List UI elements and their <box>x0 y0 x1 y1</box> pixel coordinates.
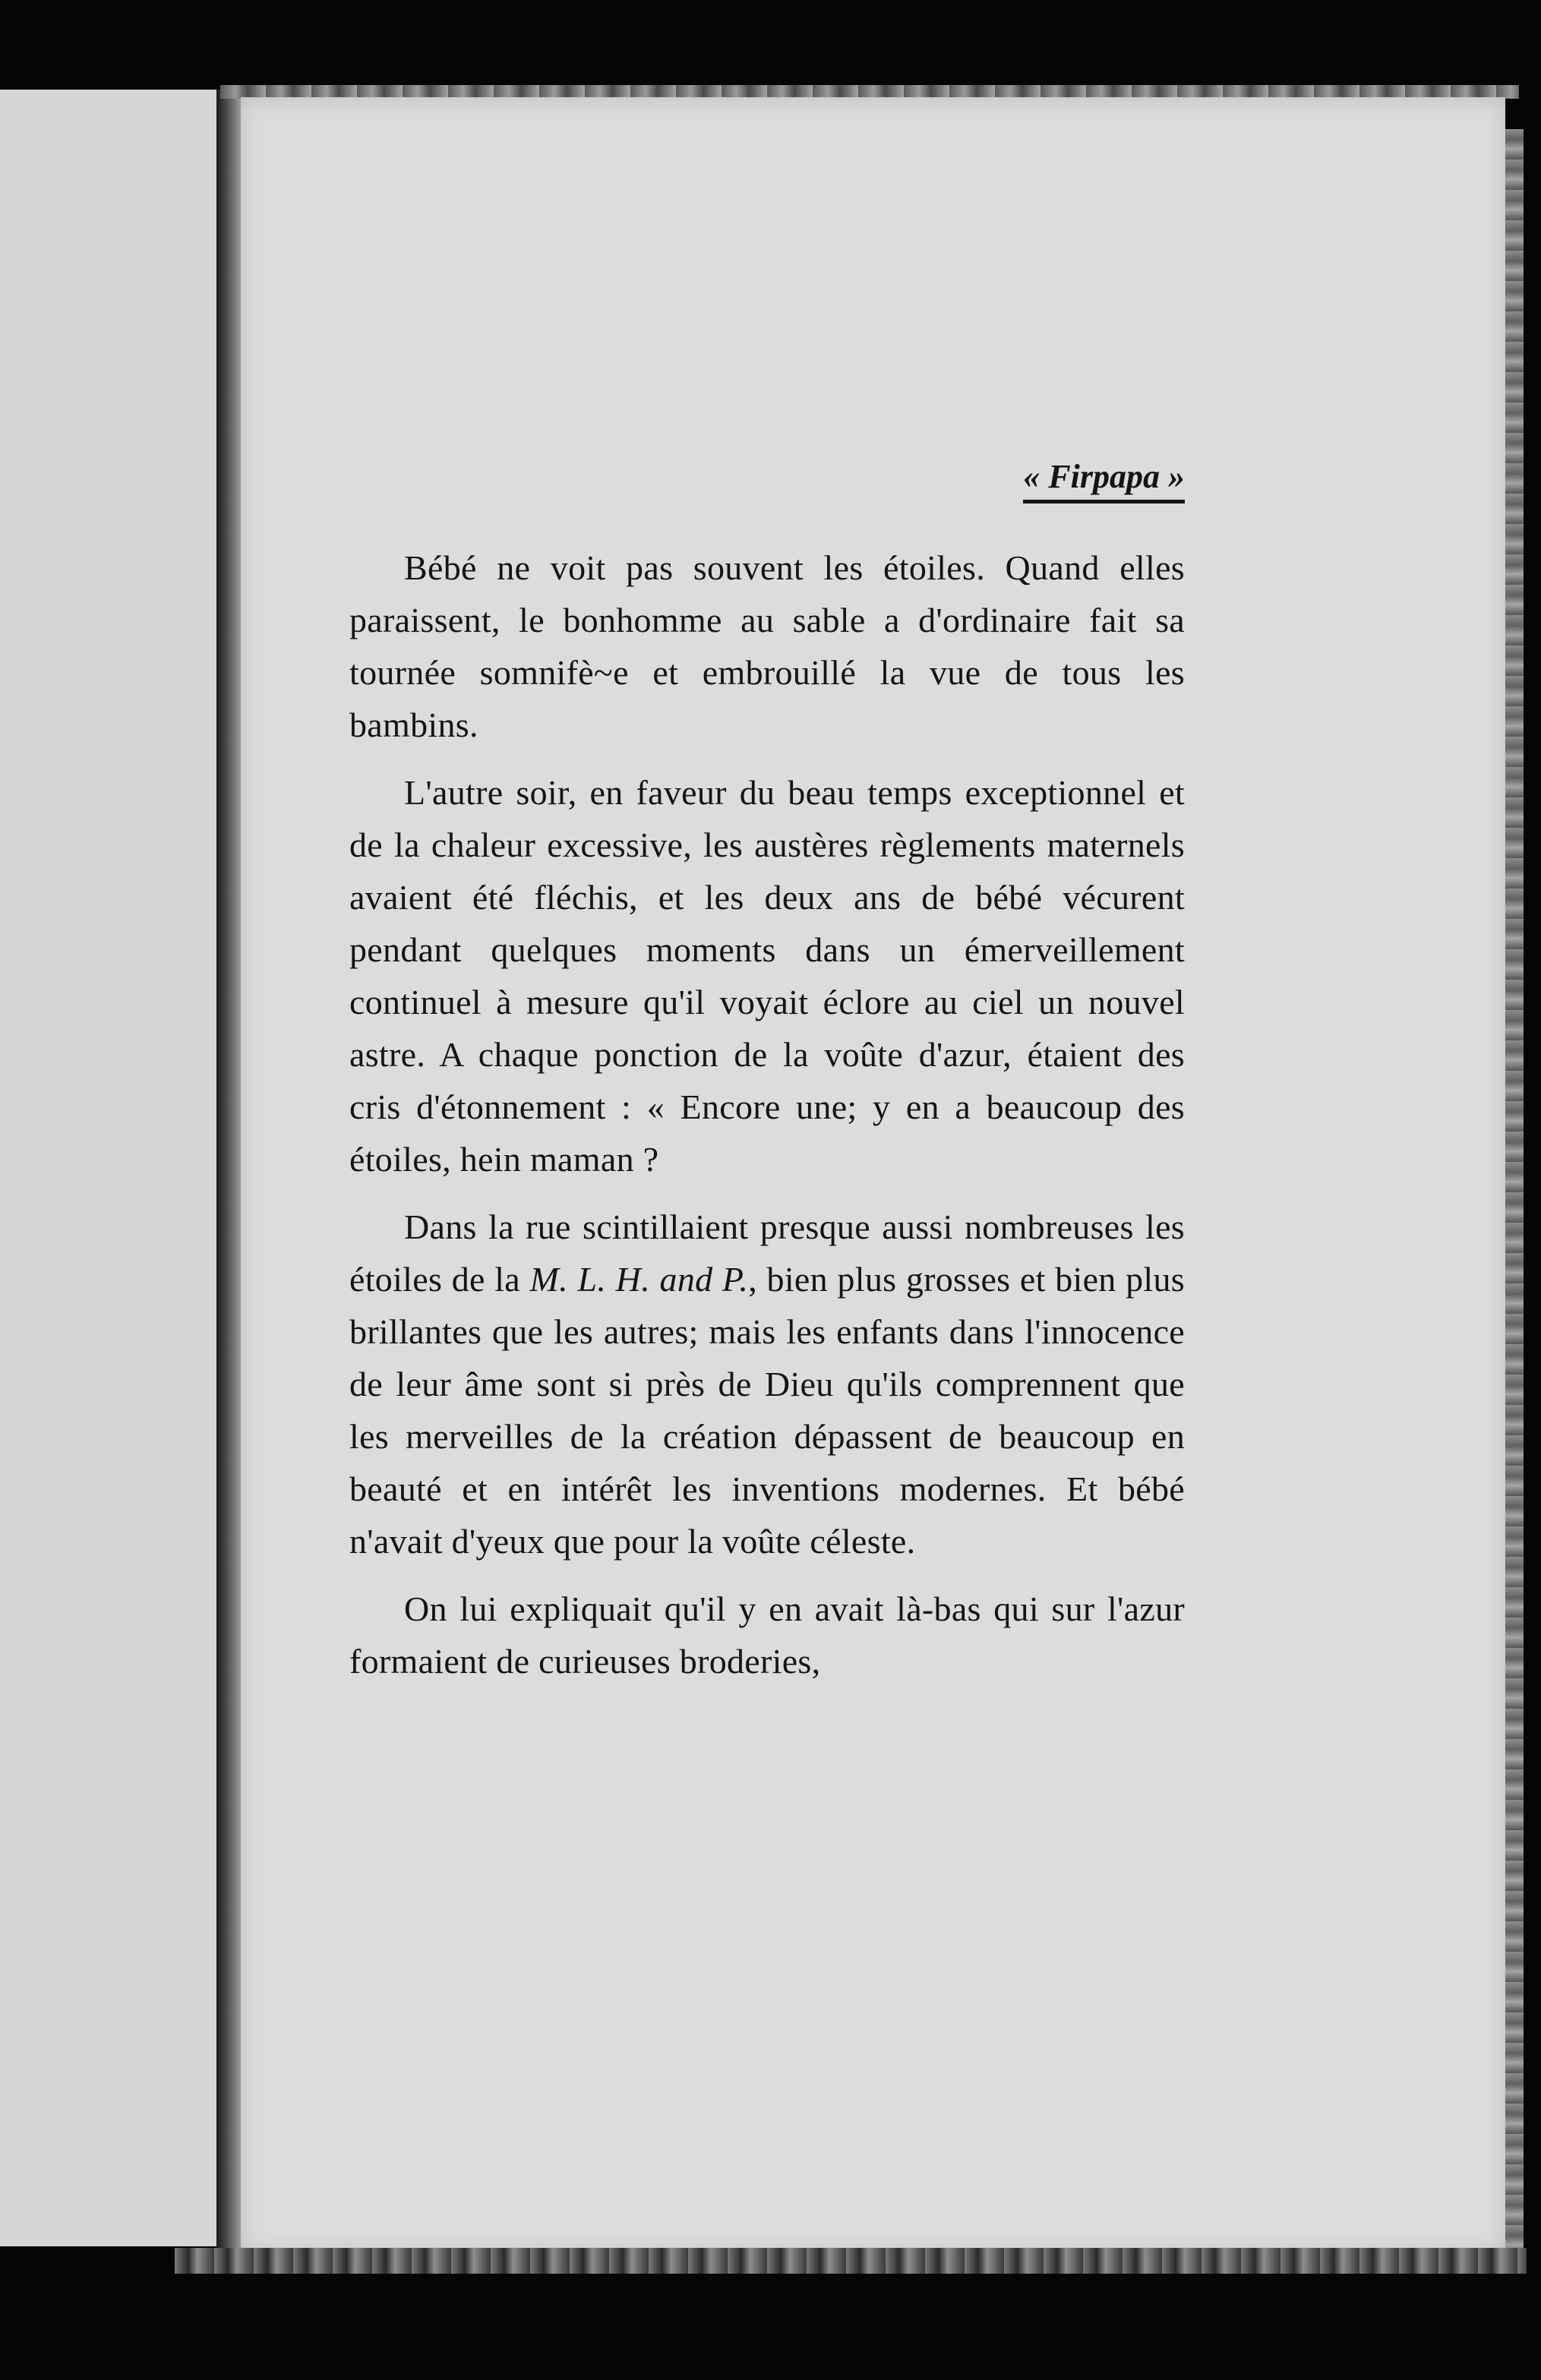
paragraph-3-start: Dans la rue scintillaient presque aussi nombreuses les étoiles de la <box>349 1207 1185 1299</box>
company-name-italic: M. L. H. and P. <box>529 1260 749 1299</box>
paragraph-3 <box>349 1201 1185 1567</box>
running-header <box>349 456 1185 508</box>
paragraph-1: Bébé ne voit pas souvent les étoiles. Quand elles paraissent, le bonhomme au sable a d'ordinaire fait sa tournée somnifè~e et embrouillé la vue de tous les bambins. <box>349 548 1185 744</box>
page-bottom-edge <box>175 2248 1527 2274</box>
paragraph-3-end: , bien plus grosses et bien plus brillantes que les autres; mais les enfants dans l'innocence de leur âme sont si près de Dieu qu'ils comprennent que les merveilles de la création dépassent de beaucoup en beauté et en intérêt les inventions modernes. Et bébé n'avait d'yeux que pour la voûte céleste. <box>349 1260 1185 1561</box>
paragraph-2: L'autre soir, en faveur du beau temps exceptionnel et de la chaleur excessive, les austères règlements maternels avaient été fléchis, et les deux ans de bébé vécurent pendant quelques moments dans un émerveillement continuel à mesure qu'il voyait éclore au ciel un nouvel astre. A chaque ponction de la voûte d'azur, étaient des cris d'étonnement : « Encore une; y en a beaucoup des étoiles, hein maman ? <box>349 773 1185 1179</box>
paragraph-4: On lui expliquait qu'il y en avait là-bas qui sur l'azur formaient de curieuses broderies, <box>349 1589 1185 1681</box>
page-right-edge <box>1505 129 1524 2248</box>
page-text-block <box>349 456 1185 1703</box>
left-facing-page <box>0 90 221 2246</box>
running-header-title: « Firpapa » <box>1023 456 1185 503</box>
book-gutter <box>216 90 241 2269</box>
